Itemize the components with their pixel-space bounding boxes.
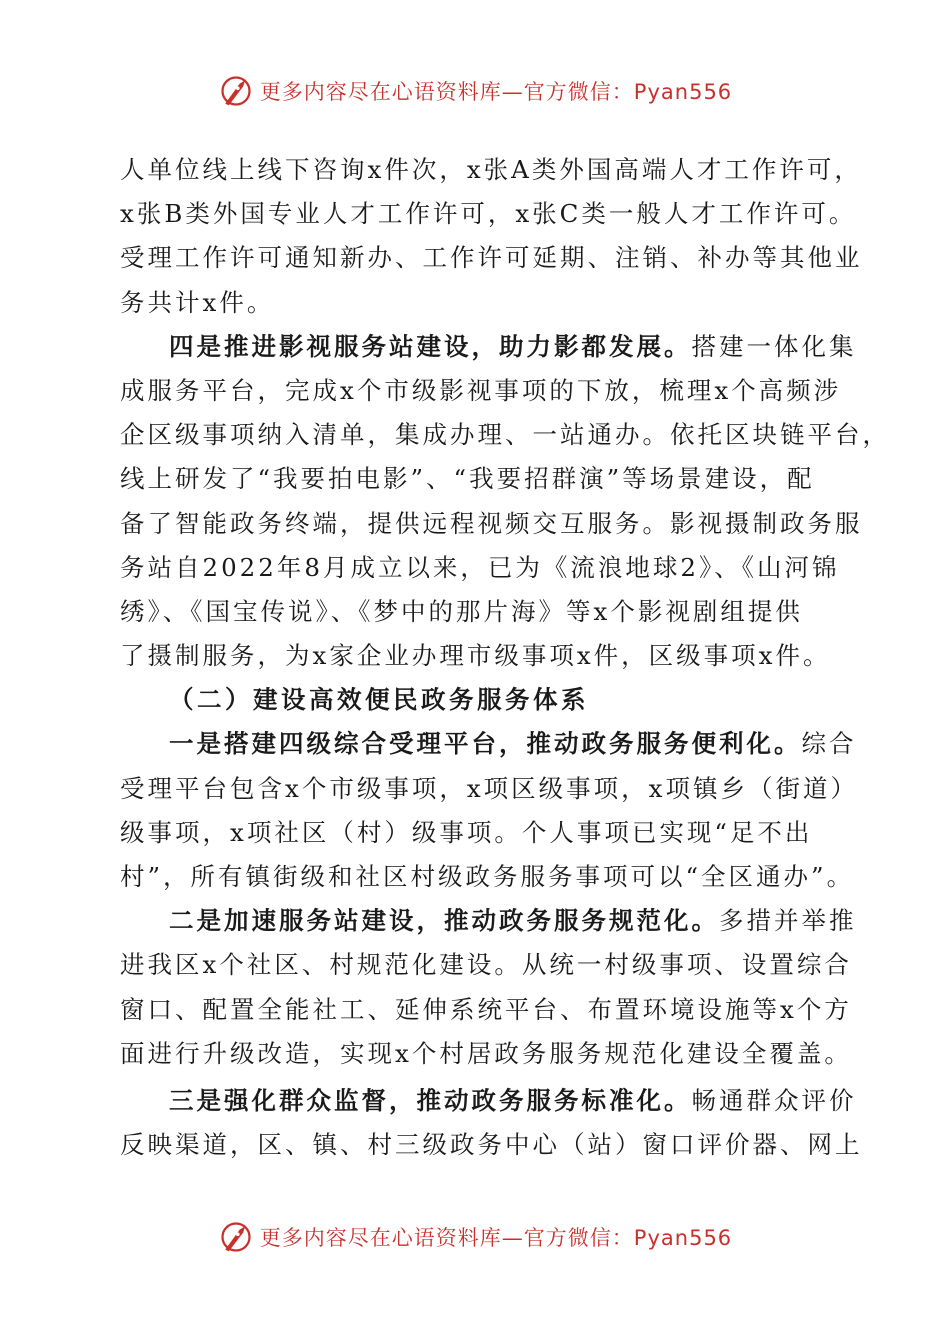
text-line: 进我区x个社区、村规范化建设。从统一村级事项、设置综合: [120, 950, 852, 980]
watermark-text: 更多内容尽在心语资料库—官方微信：Pyan556: [259, 1226, 733, 1250]
text-line: 成服务平台，完成x个市级影视事项的下放，梳理x个高频涉: [120, 375, 842, 405]
text-line: 务站自2022年8月成立以来，已为《流浪地球2》、《山河锦: [120, 552, 840, 582]
text-line: 受理平台包含x个市级事项，x项区级事项，x项镇乡（街道）: [120, 773, 858, 803]
text-line: 企区级事项纳入清单，集成办理、一站通办。依托区块链平台，: [120, 420, 890, 450]
text-line: 面进行升级改造，实现x个村居政务服务规范化建设全覆盖。: [120, 1038, 852, 1068]
pen-nib-logo-icon: [218, 73, 254, 109]
text-line: 受理工作许可通知新办、工作许可延期、注销、补办等其他业: [120, 243, 863, 273]
watermark-banner-top: [0, 66, 950, 116]
paragraph-lead-line: 二是加速服务站建设，推动政务服务规范化。多措并举推: [169, 906, 857, 936]
text-line: x张B类外国专业人才工作许可，x张C类一般人才工作许可。: [120, 199, 857, 229]
text-line: 村”，所有镇街级和社区村级政务服务事项可以“全区通办”。: [120, 862, 855, 891]
section-heading: （二）建设高效便民政务服务体系: [169, 685, 589, 715]
text-line: 人单位线上线下咨询x件次，x张A类外国高端人才工作许可，: [120, 155, 862, 184]
text-line: 备了智能政务终端，提供远程视频交互服务。影视摄制政务服: [120, 508, 863, 538]
paragraph-lead-line: 三是强化群众监督，推动政务服务标准化。畅通群众评价: [169, 1085, 857, 1115]
watermark-text: 更多内容尽在心语资料库—官方微信：Pyan556: [259, 80, 733, 104]
pen-nib-logo-icon: [218, 1219, 254, 1255]
paragraph-lead-line: 四是推进影视服务站建设，助力影都发展。搭建一体化集: [169, 331, 857, 361]
text-line: 绣》、《国宝传说》、《梦中的那片海》等x个影视剧组提供: [120, 596, 803, 626]
watermark-banner-bottom: [0, 1212, 950, 1262]
text-line: 级事项，x项社区（村）级事项。个人事项已实现“足不出: [120, 817, 813, 847]
paragraph-lead-line: 一是搭建四级综合受理平台，推动政务服务便利化。综合: [169, 729, 857, 759]
text-line: 反映渠道，区、镇、村三级政务中心（站）窗口评价器、网上: [120, 1130, 863, 1160]
text-line: 务共计x件。: [120, 287, 275, 317]
document-body: [120, 148, 890, 1167]
text-line: 窗口、配置全能社工、延伸系统平台、布置环境设施等x个方: [120, 994, 852, 1024]
text-line: 了摄制服务，为x家企业办理市级事项x件，区级事项x件。: [120, 641, 831, 671]
text-line: 线上研发了“我要拍电影”、“我要招群演”等场景建设，配: [120, 464, 815, 494]
